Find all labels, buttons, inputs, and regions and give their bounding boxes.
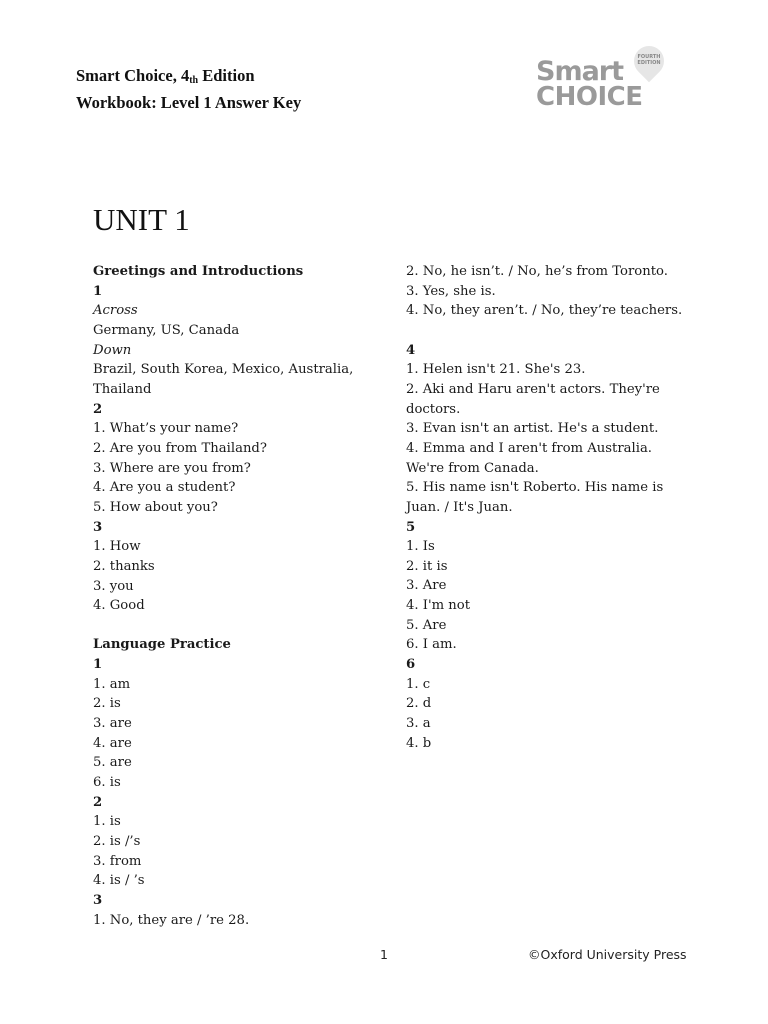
section-heading: 1: [93, 657, 103, 673]
logo-word-choice: CHOICE: [536, 82, 643, 112]
answer-line: 2. is: [93, 696, 121, 712]
header-subtitle: Workbook: Level 1 Answer Key: [76, 93, 302, 112]
answer-line: 5. Are: [406, 617, 447, 633]
section-heading: 5: [406, 519, 416, 535]
blank-line: [406, 321, 706, 341]
edition-superscript: th: [189, 75, 199, 86]
section-heading: 2: [93, 401, 103, 417]
answer-line: 4. Good: [93, 598, 145, 614]
section-heading: 4: [406, 342, 416, 358]
answer-line: 1. c: [406, 676, 431, 692]
answer-line: 1. Helen isn't 21. She's 23.: [406, 362, 586, 378]
answer-line: 4. Are you a student?: [93, 480, 236, 496]
section-heading: 3: [93, 892, 103, 908]
badge-line-1: FOURTH: [637, 54, 661, 60]
answer-line: 3. you: [93, 578, 134, 594]
answer-line: Juan. / It's Juan.: [406, 499, 513, 515]
answer-line: 1. No, they are / ’re 28.: [93, 912, 250, 928]
subheading: Across: [93, 303, 138, 319]
answer-line: 2. it is: [406, 558, 448, 574]
document-header: [76, 64, 301, 115]
answer-line: 4. are: [93, 735, 132, 751]
answer-line: 4. I'm not: [406, 598, 471, 614]
answer-line: 2. is /’s: [93, 834, 141, 850]
answer-line: 6. is: [93, 775, 121, 791]
answer-line: 3. Where are you from?: [93, 460, 251, 476]
answer-line: 3. Are: [406, 578, 447, 594]
answer-line: We're from Canada.: [406, 460, 539, 476]
answer-line: 3. Evan isn't an artist. He's a student.: [406, 421, 659, 437]
answer-line: 4. No, they aren’t. / No, they’re teachers.: [406, 303, 683, 319]
answer-line: 1. Is: [406, 539, 435, 555]
answer-line: 2. Are you from Thailand?: [93, 440, 267, 456]
header-title-line: [76, 64, 301, 91]
answer-line: 3. are: [93, 716, 132, 732]
answer-line: 2. Aki and Haru aren't actors. They're: [406, 381, 660, 397]
answer-line: 5. are: [93, 755, 132, 771]
answer-line: 5. His name isn't Roberto. His name is: [406, 480, 664, 496]
answer-line: 2. thanks: [93, 558, 155, 574]
answer-line: 1. am: [93, 676, 131, 692]
unit-title: UNIT 1: [93, 202, 190, 237]
answer-line: 5. How about you?: [93, 499, 218, 515]
smart-choice-logo: [536, 46, 666, 112]
answer-line: 4. Emma and I aren't from Australia.: [406, 440, 652, 456]
answer-line: 6. I am.: [406, 637, 457, 653]
edition-badge-text: [635, 54, 663, 66]
blank-line: [93, 616, 383, 636]
logo-word-smart: Smart: [536, 56, 624, 87]
answer-line: 2. No, he isn’t. / No, he’s from Toronto.: [406, 264, 668, 279]
answer-line: 3. Yes, she is.: [406, 283, 496, 299]
copyright-notice: ©Oxford University Press: [528, 947, 687, 962]
left-answer-column: [93, 262, 383, 930]
answer-line: 2. d: [406, 696, 432, 712]
section-heading: Greetings and Introductions: [93, 264, 304, 279]
header-title-text: Smart Choice, 4: [76, 66, 190, 85]
right-answer-column: [406, 262, 706, 753]
answer-line: 3. a: [406, 716, 431, 732]
section-heading: 2: [93, 794, 103, 810]
badge-line-2: EDITION: [637, 60, 661, 66]
section-heading: Language Practice: [93, 637, 231, 653]
answer-line: 4. is / ’s: [93, 873, 145, 889]
answer-line: doctors.: [406, 401, 461, 417]
section-heading: 3: [93, 519, 103, 535]
section-heading: 6: [406, 657, 416, 673]
answer-line: 4. b: [406, 735, 432, 751]
section-heading: 1: [93, 283, 103, 299]
answer-line: Germany, US, Canada: [93, 322, 240, 338]
answer-line: 3. from: [93, 853, 142, 869]
subheading: Down: [93, 342, 132, 358]
header-edition-text: Edition: [198, 66, 255, 85]
page-number: 1: [380, 947, 388, 962]
answer-line: 1. How: [93, 539, 141, 555]
answer-line: 1. is: [93, 814, 121, 830]
answer-line: Brazil, South Korea, Mexico, Australia,: [93, 362, 354, 378]
answer-line: 1. What’s your name?: [93, 421, 239, 437]
answer-line: Thailand: [93, 381, 152, 397]
